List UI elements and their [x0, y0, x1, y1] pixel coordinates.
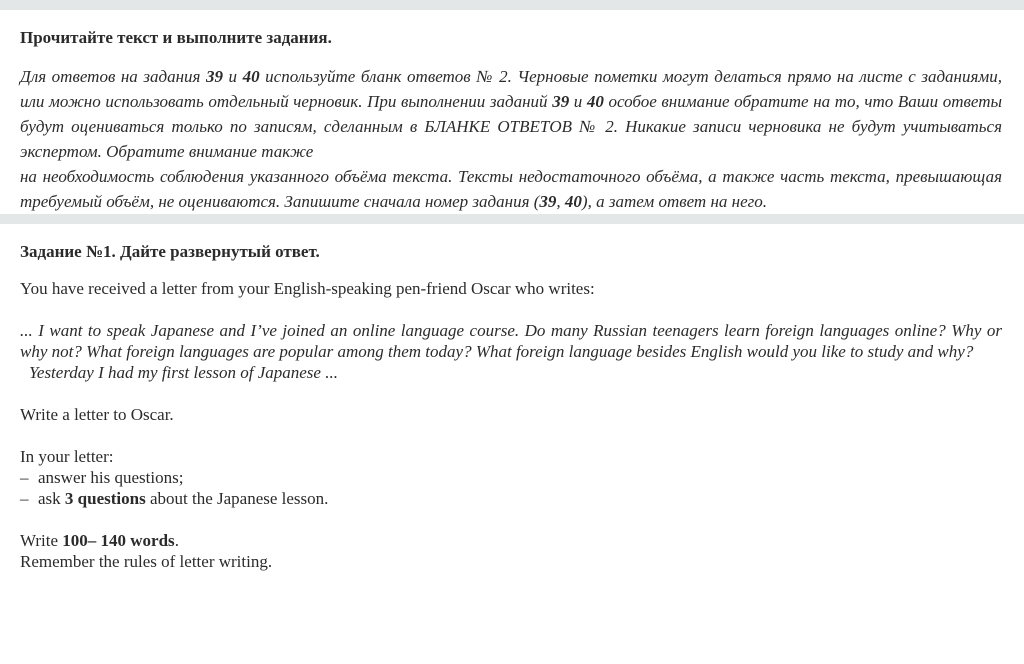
letter-main-text: ... I want to speak Japanese and I’ve joined an online language course. Do many Russian teenagers learn foreign languages online? Why or why not? What foreign languages are popular among them today? What foreign language besides English would you like to study and why?	[20, 321, 1002, 361]
instr-text-4: и	[569, 92, 587, 111]
word-count-suffix: .	[174, 531, 179, 550]
write-to-instruction: Write a letter to Oscar.	[20, 405, 174, 424]
list-item-text: answer his questions;	[38, 468, 184, 487]
task-number-39: 39	[539, 192, 557, 211]
instructions-block	[0, 10, 1024, 214]
letter-excerpt	[20, 320, 1002, 383]
list-item	[20, 488, 1002, 509]
top-divider	[0, 0, 1024, 10]
dash-bullet: –	[20, 489, 29, 508]
instr-text-8: ), а затем ответ на него.	[581, 192, 767, 211]
list-item-text: about the Japanese lesson.	[145, 489, 329, 508]
questions-count: 3 questions	[64, 489, 146, 508]
word-count-prefix: Write	[20, 531, 63, 550]
task-number-40: 40	[564, 192, 582, 211]
dash-bullet: –	[20, 468, 29, 487]
requirements-list	[20, 467, 1002, 509]
instr-text-6: на необходимость соблюдения указанного объёма текста. Тексты недостаточного объёма, а также часть текста, превышающая требуемый объём, не оцениваются. Запишите сначала номер задания (	[20, 167, 1002, 211]
instructions-text	[20, 64, 1002, 214]
instr-text-7: ,	[556, 192, 565, 211]
instructions-paragraph-2	[20, 164, 1002, 214]
middle-divider	[0, 214, 1024, 224]
instr-text-3: используйте бланк ответов № 2. Черновые пометки могут делаться прямо на листе с заданиями, или можно использовать отдельный черновик. При выполнении заданий	[20, 67, 1002, 111]
word-count-instruction	[20, 530, 1002, 551]
word-count-range: 100– 140 words	[62, 531, 175, 550]
instr-text-2: и	[222, 67, 243, 86]
task-intro: You have received a letter from your English-speaking pen-friend Oscar who writes:	[20, 279, 595, 298]
instr-text-5: особое внимание обратите на то, что Ваши ответы будут оцениваться только по записям, сделанным в БЛАНКЕ ОТВЕТОВ № 2. Никакие записи черновика не будут учитываться экспертом. Обратите внимание также	[20, 92, 1003, 161]
task-number-39: 39	[205, 67, 223, 86]
task-number-40: 40	[242, 67, 260, 86]
task-block	[0, 224, 1024, 572]
instr-text-1: Для ответов на задания	[20, 67, 206, 86]
instructions-paragraph-1	[20, 64, 1002, 164]
task-number-39: 39	[552, 92, 570, 111]
instructions-heading: Прочитайте текст и выполните задания.	[20, 28, 332, 47]
list-item-text: ask	[38, 489, 65, 508]
task-heading: Задание №1. Дайте развернутый ответ.	[20, 242, 320, 261]
task-number-40: 40	[586, 92, 604, 111]
list-item	[20, 467, 1002, 488]
remember-rules: Remember the rules of letter writing.	[20, 552, 273, 571]
in-your-letter-label: In your letter:	[20, 447, 114, 466]
letter-tail-text: Yesterday I had my first lesson of Japanese ...	[29, 363, 338, 382]
